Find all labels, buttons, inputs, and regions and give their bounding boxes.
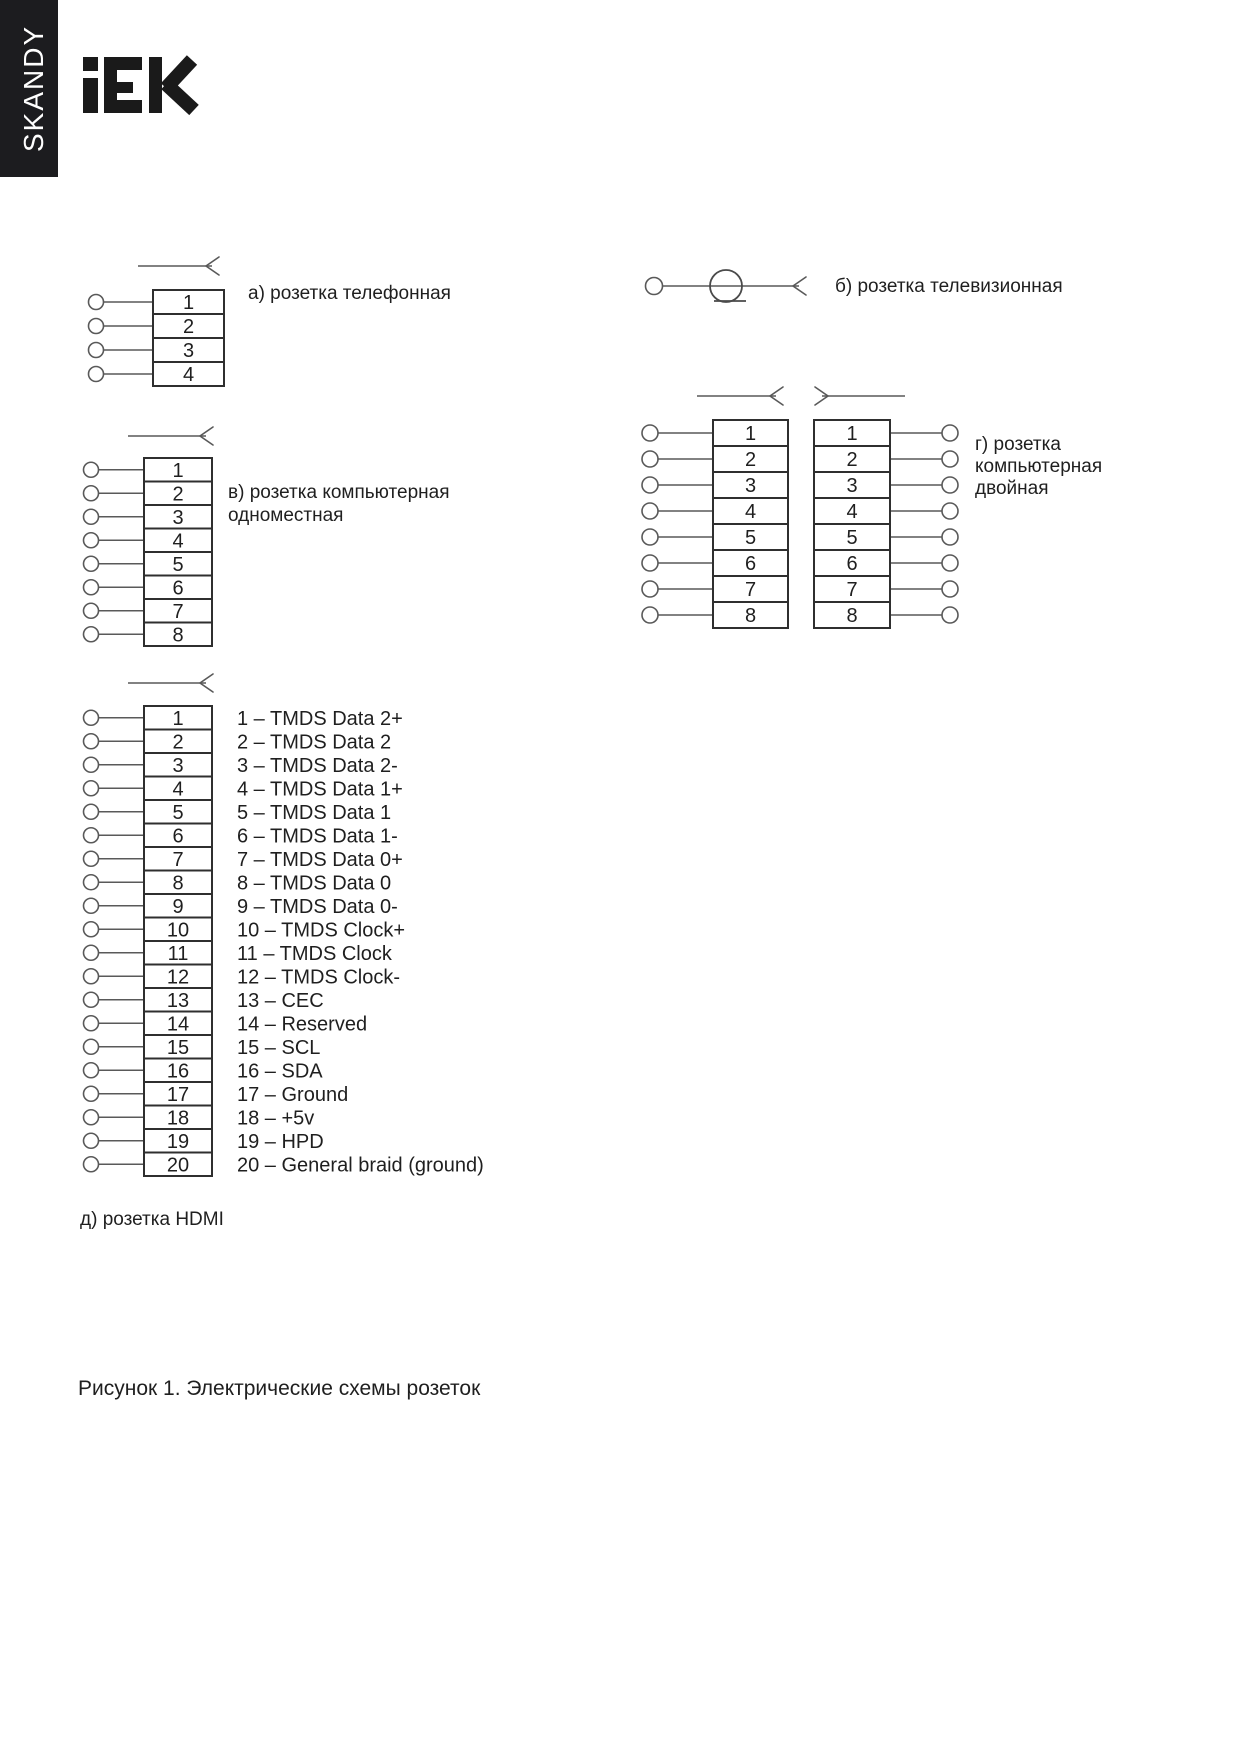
pin-number: 11 [167, 942, 189, 965]
pin-number: 8 [744, 605, 757, 627]
hdmi-pin-label: 10 – TMDS Clock+ [237, 919, 406, 942]
pin-number: 3 [744, 475, 757, 497]
pin-number: 16 [166, 1060, 190, 1083]
pin-number: 1 [172, 459, 184, 482]
hdmi-pin-label: 3 – TMDS Data 2- [237, 754, 398, 777]
hdmi-pin-label: 14 – Reserved [237, 1013, 368, 1036]
pin-terminal [84, 851, 99, 866]
iek-logo-i-dot [83, 57, 98, 71]
pin-number: 6 [172, 825, 184, 848]
pin-terminal [642, 581, 658, 597]
label-computer-double-line2: компьютерная [975, 456, 1103, 477]
iek-logo-i-stem [83, 78, 98, 113]
pin-number: 7 [172, 848, 184, 871]
pin-number: 2 [172, 483, 184, 506]
pin-terminal [84, 992, 99, 1007]
label-computer-double-line1: г) розетка [975, 434, 1061, 455]
pin-number: 4 [846, 501, 858, 523]
pin-number: 13 [166, 989, 190, 1012]
pin-terminal [642, 529, 658, 545]
pin-terminal [84, 603, 99, 618]
label-telephone-socket: а) розетка телефонная [248, 283, 451, 304]
hdmi-pin-label: 4 – TMDS Data 1+ [237, 778, 403, 801]
pin-terminal [84, 710, 99, 725]
hdmi-pin-label: 12 – TMDS Clock- [237, 966, 401, 989]
pin-number: 5 [846, 527, 858, 549]
pin-number: 1 [172, 707, 184, 730]
pin-terminal [84, 875, 99, 890]
pin-number: 4 [744, 501, 757, 523]
iek-logo [83, 57, 194, 113]
pin-terminal [89, 295, 104, 310]
pin-number: 8 [172, 624, 184, 647]
pin-terminal [942, 555, 958, 571]
pin-terminal [642, 425, 658, 441]
pin-terminal [84, 462, 99, 477]
pin-terminal [84, 1063, 99, 1078]
pin-number: 4 [182, 364, 195, 386]
pin-terminal [642, 477, 658, 493]
hdmi-pin-label: 17 – Ground [237, 1083, 349, 1106]
pin-terminal [642, 555, 658, 571]
pin-number: 12 [166, 966, 190, 989]
pin-number: 18 [166, 1107, 190, 1130]
pin-terminal [84, 828, 99, 843]
hdmi-pin-label: 11 – TMDS Clock [237, 942, 392, 965]
pin-number: 2 [744, 449, 757, 471]
pin-terminal [642, 503, 658, 519]
pin-terminal [84, 1016, 99, 1031]
hdmi-pin-label: 2 – TMDS Data 2 [237, 731, 392, 754]
pin-number: 14 [166, 1013, 190, 1036]
pin-number: 5 [744, 527, 757, 549]
pin-number: 6 [744, 553, 757, 575]
pin-number: 10 [166, 919, 190, 942]
pin-number: 1 [846, 423, 858, 445]
pin-terminal [942, 581, 958, 597]
pin-terminal [942, 425, 958, 441]
hdmi-pin-label: 15 – SCL [237, 1036, 321, 1059]
pin-terminal [84, 1110, 99, 1125]
pin-terminal [942, 607, 958, 623]
pin-terminal [942, 503, 958, 519]
pin-terminal [642, 607, 658, 623]
pin-terminal [84, 627, 99, 642]
iek-logo-e-middle [104, 82, 133, 93]
pin-number: 1 [182, 292, 195, 314]
pin-number: 20 [166, 1154, 190, 1177]
pin-terminal [942, 451, 958, 467]
pin-terminal [942, 529, 958, 545]
pin-terminal [84, 804, 99, 819]
pin-terminal [642, 451, 658, 467]
pin-number: 15 [166, 1036, 190, 1059]
pin-number: 6 [172, 577, 184, 600]
pin-number: 7 [846, 579, 858, 601]
pin-number: 5 [172, 553, 184, 576]
pin-terminal [84, 969, 99, 984]
pin-number: 7 [744, 579, 757, 601]
pin-number: 2 [182, 316, 195, 338]
pin-number: 3 [182, 340, 195, 362]
pin-terminal [84, 509, 99, 524]
pin-number: 8 [172, 872, 184, 895]
pin-number: 9 [172, 895, 184, 918]
tv-socket-terminal [646, 278, 663, 295]
pin-terminal [84, 945, 99, 960]
pin-terminal [84, 922, 99, 937]
pin-terminal [84, 1086, 99, 1101]
label-computer-single-line2: одноместная [228, 505, 344, 526]
pin-number: 4 [172, 530, 184, 553]
hdmi-pin-label: 1 – TMDS Data 2+ [237, 707, 403, 730]
pin-number: 17 [166, 1083, 190, 1106]
pin-terminal [89, 367, 104, 382]
label-computer-double-line3: двойная [975, 478, 1049, 499]
hdmi-pin-label: 5 – TMDS Data 1 [237, 801, 392, 824]
hdmi-pin-label: 19 – HPD [237, 1130, 324, 1153]
hdmi-pin-label: 6 – TMDS Data 1- [237, 825, 398, 848]
figure-caption: Рисунок 1. Электрические схемы розеток [78, 1377, 481, 1400]
pin-number: 3 [172, 506, 184, 529]
pin-terminal [84, 734, 99, 749]
label-hdmi-socket: д) розетка HDMI [80, 1209, 224, 1230]
brand-vertical-text: SKANDY [18, 24, 49, 152]
pin-number: 5 [172, 801, 184, 824]
pin-terminal [89, 319, 104, 334]
pin-terminal [84, 1133, 99, 1148]
hdmi-pin-label: 9 – TMDS Data 0- [237, 895, 398, 918]
label-tv-socket: б) розетка телевизионная [835, 276, 1063, 297]
label-computer-single-line1: в) розетка компьютерная [228, 482, 450, 503]
iek-logo-k-stem [149, 57, 162, 113]
pin-number: 6 [846, 553, 858, 575]
pin-terminal [84, 533, 99, 548]
pin-number: 8 [846, 605, 858, 627]
pin-number: 4 [172, 778, 184, 801]
pin-terminal [84, 1039, 99, 1054]
pin-number: 2 [846, 449, 858, 471]
pin-terminal [84, 580, 99, 595]
pin-terminal [942, 477, 958, 493]
pin-number: 1 [744, 423, 757, 445]
hdmi-pin-label: 7 – TMDS Data 0+ [237, 848, 403, 871]
hdmi-pin-label: 13 – CEC [237, 989, 324, 1012]
pin-number: 19 [166, 1130, 190, 1153]
iek-logo-k-lower-leg [166, 84, 194, 110]
hdmi-pin-label: 18 – +5v [237, 1107, 315, 1130]
pin-terminal [84, 556, 99, 571]
hdmi-pin-label: 16 – SDA [237, 1060, 323, 1083]
hdmi-pin-label: 8 – TMDS Data 0 [237, 872, 392, 895]
iek-logo-e-bottom [104, 100, 142, 113]
pin-number: 3 [172, 754, 184, 777]
pin-number: 2 [172, 731, 184, 754]
pin-terminal [84, 757, 99, 772]
pin-terminal [89, 343, 104, 358]
pin-terminal [84, 781, 99, 796]
pin-number: 7 [172, 600, 184, 623]
pin-number: 3 [846, 475, 858, 497]
pin-terminal [84, 486, 99, 501]
hdmi-pin-label: 20 – General braid (ground) [237, 1154, 484, 1177]
pin-diagrams-layer [84, 257, 959, 1176]
pin-terminal [84, 1157, 99, 1172]
tv-socket-symbol [646, 270, 807, 302]
pin-terminal [84, 898, 99, 913]
